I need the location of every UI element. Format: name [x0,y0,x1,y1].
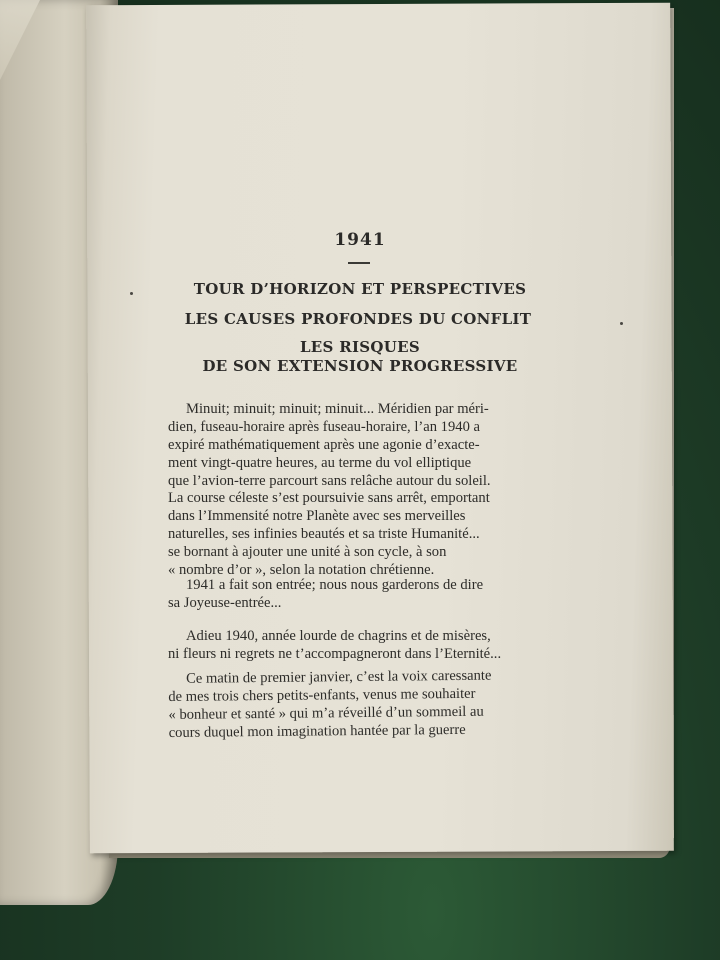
paragraph-3 [168,628,552,664]
paragraph-line: ni fleurs ni regrets ne t’accompagneront dans l’Eternité... [168,645,502,662]
paragraph-line: de mes trois chers petits-enfants, venus me souhaiter [168,685,476,705]
year-rule [348,262,370,264]
paragraph-line: expiré mathématiquement après une agonie d’exacte- [168,436,480,453]
paragraph-line: « bonheur et santé » qui m’a réveillé d’un sommeil au [168,703,484,723]
paragraph-2 [168,577,552,613]
paragraph-line: 1941 a fait son entrée; nous nous garderons de dire [186,577,484,593]
paragraph-line: naturelles, ses infinies beautés et sa triste Humanité... [168,526,480,543]
paragraph-line: Adieu 1940, année lourde de chagrins et de misères, [186,628,491,644]
ink-speck [620,322,623,325]
chapter-heading-1: TOUR D’HORIZON ET PERSPECTIVES [193,280,527,298]
ink-speck [130,292,133,295]
chapter-heading-2: LES CAUSES PROFONDES DU CONFLIT [184,310,532,328]
paragraph-line: Ce matin de premier janvier, c’est la voix caressante [185,667,492,687]
chapter-heading-4: DE SON EXTENSION PROGRESSIVE [202,357,518,375]
paragraph-line: La course céleste s’est poursuivie sans arrêt, emportant [168,490,490,507]
chapter-year: 1941 [334,230,386,250]
paragraph-line: que l’avion-terre parcourt sans relâche autour du soleil. [168,472,491,489]
paragraph-line: dien, fuseau-horaire après fuseau-horaire, l’an 1940 a [168,418,480,435]
paragraph-line: sa Joyeuse-entrée... [168,594,282,611]
paragraph-line: dans l’Immensité notre Planète avec ses merveilles [168,508,466,525]
paragraph-line: ment vingt-quatre heures, au terme du vol elliptique [168,454,472,471]
paragraph-line: Minuit; minuit; minuit; minuit... Méridien par méri- [186,401,489,417]
paragraph-1 [168,401,552,580]
paragraph-line: cours duquel mon imagination hantée par la guerre [168,721,466,741]
paragraph-4 [168,667,553,743]
chapter-heading-3: LES RISQUES [299,338,421,356]
paragraph-line: « nombre d’or », selon la notation chrétienne. [168,562,435,579]
paragraph-line: se bornant à ajouter une unité à son cycle, à son [168,544,447,561]
